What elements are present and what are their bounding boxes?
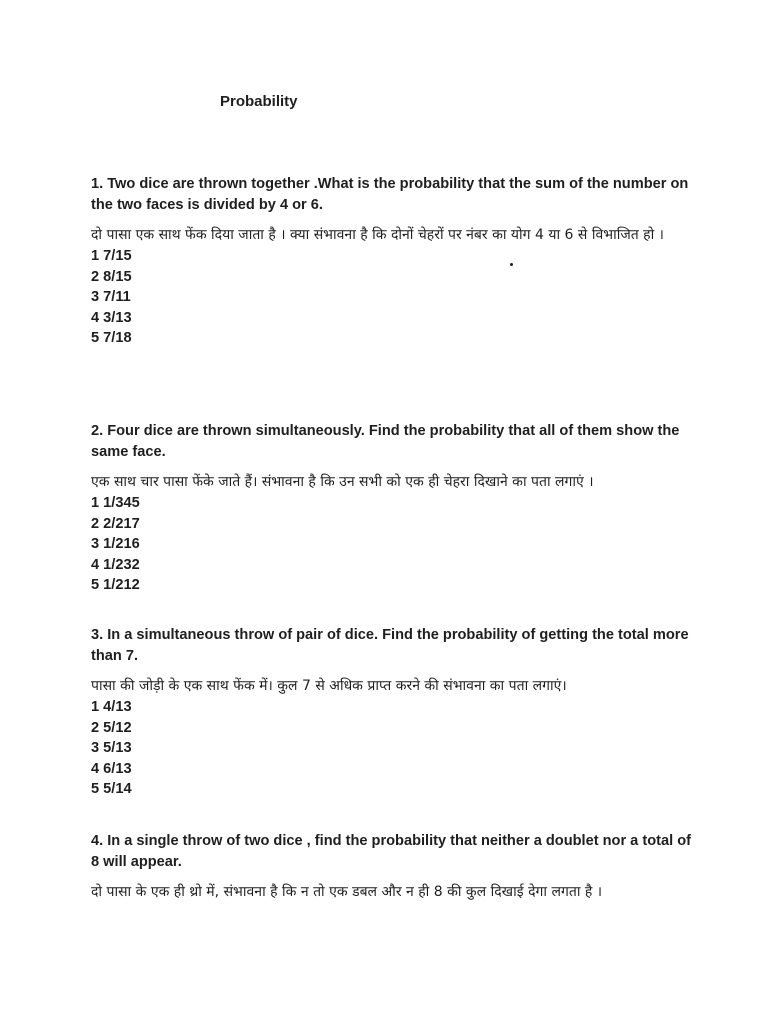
page-title: Probability — [220, 93, 298, 110]
question-3 — [91, 625, 691, 800]
question-2-hindi: एक साथ चार पासा फेंके जाते हैं। संभावना है कि उन सभी को एक ही चेहरा दिखाने का पता लगाएं । — [91, 474, 594, 490]
question-4-english: 4. In a single throw of two dice , find the probability that neither a doublet nor a total of 8 will appear. — [91, 833, 691, 870]
question-1 — [91, 174, 691, 349]
question-4-hindi: दो पासा के एक ही थ्रो में, संभावना है कि न तो एक डबल और न ही 8 की कुल दिखाई देगा लगता है । — [91, 884, 603, 900]
question-3-options — [91, 697, 691, 800]
option-item: 2 2/217 — [91, 515, 140, 532]
question-1-options — [91, 246, 691, 349]
option-item: 3 1/216 — [91, 536, 140, 552]
option-item: 2 8/15 — [91, 268, 132, 285]
question-4 — [91, 831, 691, 903]
option-item: 4 6/13 — [91, 760, 132, 777]
question-1-english: 1. Two dice are thrown together .What is the probability that the sum of the number on the two faces is divided by 4 or 6. — [91, 176, 689, 213]
option-item: 2 5/12 — [91, 719, 132, 736]
option-item: 1 1/345 — [91, 495, 140, 511]
question-2 — [91, 421, 691, 596]
question-2-options — [91, 493, 691, 596]
question-3-english: 3. In a simultaneous throw of pair of dice. Find the probability of getting the total more than 7. — [91, 627, 689, 664]
question-2-english: 2. Four dice are thrown simultaneously. Find the probability that all of them show the same face. — [91, 423, 680, 460]
option-item: 1 4/13 — [91, 699, 132, 715]
option-item: 4 1/232 — [91, 556, 140, 573]
option-item: 5 1/212 — [91, 577, 140, 593]
option-item: 5 7/18 — [91, 330, 132, 346]
question-1-hindi: दो पासा एक साथ फेंक दिया जाता है । क्या संभावना है कि दोनों चेहरों पर नंबर का योग 4 या 6 से विभाजित हो । — [91, 227, 664, 243]
question-3-hindi: पासा की जोड़ी के एक साथ फेंक में। कुल 7 से अधिक प्राप्त करने की संभावना का पता लगाएं। — [91, 678, 567, 694]
option-item: 3 7/11 — [91, 289, 131, 305]
option-item: 1 7/15 — [91, 248, 132, 264]
option-item: 3 5/13 — [91, 740, 132, 756]
option-item: 4 3/13 — [91, 309, 132, 326]
option-item: 5 5/14 — [91, 781, 132, 797]
